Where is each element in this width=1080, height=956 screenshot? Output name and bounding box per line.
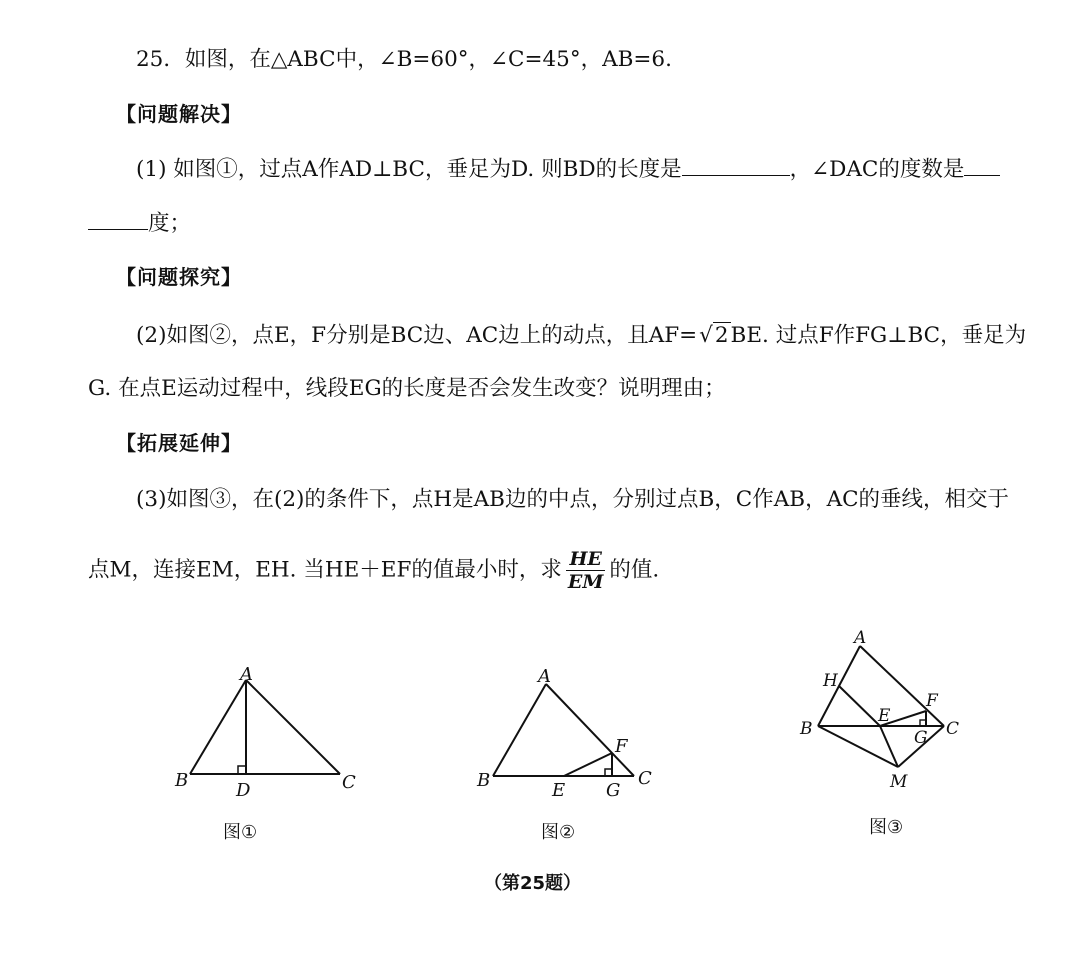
right-angle-mark <box>238 766 246 774</box>
answer-blank-dac-part1[interactable] <box>964 153 1000 176</box>
figure-1 <box>170 662 370 802</box>
label-E: E <box>552 780 566 801</box>
question-1-line <box>136 153 1000 186</box>
fraction-he-em <box>566 548 606 593</box>
q1-text-b: ，∠DAC的度数是 <box>789 157 965 182</box>
figure-1-caption: 图① <box>223 822 258 843</box>
segment-ab <box>493 684 546 776</box>
segment-bm <box>818 726 898 767</box>
label-C: C <box>342 772 356 793</box>
q1-text-a: (1) 如图①，过点A作AD⊥BC，垂足为D. 则BD的长度是 <box>136 157 682 182</box>
section-header-explore <box>116 261 242 293</box>
q2-text-c: G. 在点E运动过程中，线段EG的长度是否会发生改变？说明理由； <box>88 376 726 401</box>
segment-ac <box>246 680 340 774</box>
sqrt-expression: √2 <box>699 323 729 348</box>
label-A: A <box>854 628 867 648</box>
label-C: C <box>638 768 652 789</box>
header-text: 【问题探究】 <box>116 265 242 289</box>
label-F: F <box>926 691 938 711</box>
q1-text-c: 度； <box>148 211 192 236</box>
label-B: B <box>175 770 189 791</box>
figure-3-caption: 图③ <box>869 817 904 838</box>
segment-he <box>839 686 880 726</box>
q2-text-b: BE. 过点F作FG⊥BC，垂足为 <box>730 323 1027 348</box>
header-text: 【拓展延伸】 <box>116 431 242 455</box>
section-header-solve <box>116 98 242 130</box>
q3-text-a: (3)如图③，在(2)的条件下，点H是AB边的中点，分别过点B，C作AB，AC的垂线，相交于 <box>136 487 1010 512</box>
label-M: M <box>890 772 908 792</box>
question-2-line-2 <box>88 373 726 405</box>
q2-text-a: (2)如图②，点E，F分别是BC边、AC边上的动点，且AF= <box>136 323 698 348</box>
figure-2 <box>472 662 672 802</box>
question-3-line-2 <box>88 548 659 593</box>
figure-3 <box>790 622 980 802</box>
segment-ab <box>190 680 246 774</box>
question-number-footer: （第25题） <box>484 873 582 894</box>
question-3-line-1 <box>136 484 1009 516</box>
label-D: D <box>236 780 251 801</box>
segment-ac <box>546 684 634 776</box>
question-2-line-1 <box>136 320 1026 352</box>
fraction-denominator: EM <box>567 571 604 593</box>
label-A: A <box>538 666 551 687</box>
q3-text-b: 点M，连接EM，EH. 当HE＋EF的值最小时，求 <box>88 557 562 583</box>
label-C: C <box>946 719 960 739</box>
right-angle-mark <box>605 769 612 776</box>
problem-line-1 <box>136 44 672 76</box>
label-H: H <box>823 671 838 691</box>
fraction-numerator: HE <box>566 548 606 571</box>
label-F: F <box>615 736 628 757</box>
problem-statement: 25．如图，在△ABC中，∠B=60°，∠C=45°，AB=6. <box>136 47 672 72</box>
label-B: B <box>800 719 813 739</box>
label-B: B <box>477 770 491 791</box>
figure-2-caption: 图② <box>541 822 576 843</box>
segment-ac <box>860 646 944 726</box>
q3-text-c: 的值. <box>609 557 660 583</box>
label-G: G <box>606 780 621 801</box>
section-header-extend <box>116 427 242 459</box>
sqrt-radicand: 2 <box>714 323 729 348</box>
segment-em <box>880 726 898 767</box>
answer-blank-dac-part2[interactable] <box>88 207 148 230</box>
label-E: E <box>878 706 891 726</box>
header-text: 【问题解决】 <box>116 102 242 126</box>
label-G: G <box>914 728 928 748</box>
label-A: A <box>240 664 253 685</box>
question-1-line-2 <box>88 207 191 240</box>
answer-blank-bd[interactable] <box>682 153 790 176</box>
